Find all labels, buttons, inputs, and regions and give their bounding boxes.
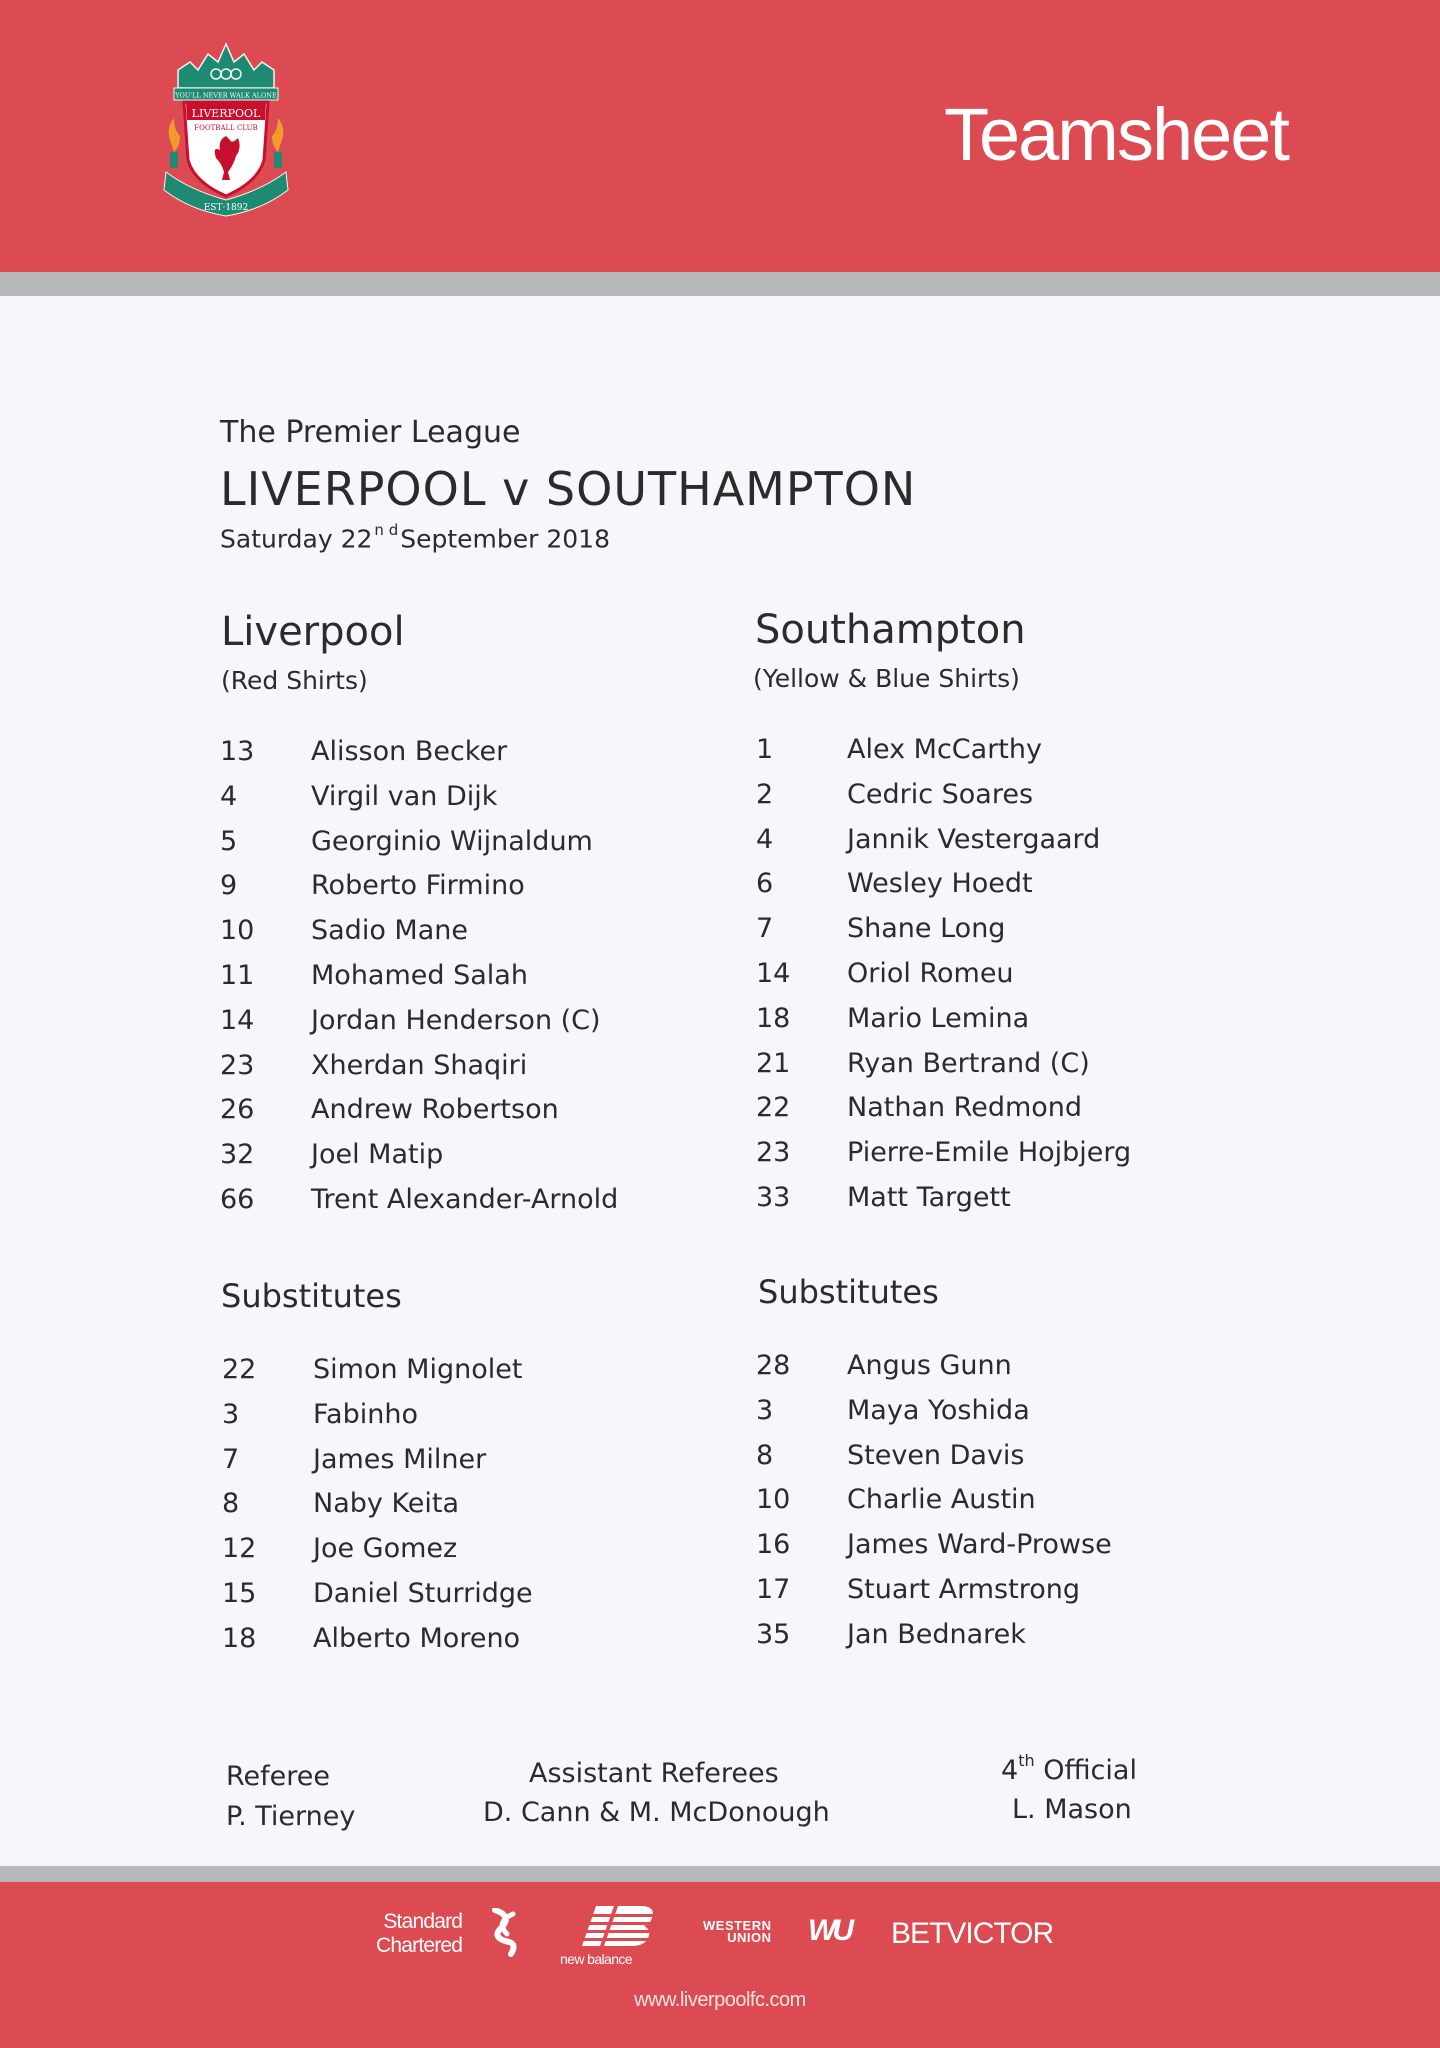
match-date [220, 521, 610, 554]
player-row [220, 820, 700, 865]
shirt-number: 17 [756, 1573, 791, 1605]
player-name: Sadio Mane [311, 915, 468, 947]
date-rest: September 2018 [400, 524, 610, 554]
player-row [756, 1086, 1236, 1131]
shirt-number: 22 [756, 1092, 791, 1124]
player-name: Jan Bednarek [847, 1618, 1026, 1650]
shirt-number: 1 [756, 734, 774, 765]
player-row [756, 1042, 1236, 1087]
home-team-name: Liverpool [221, 609, 405, 655]
player-row [756, 1523, 1236, 1568]
away-starting-list [756, 728, 1236, 1221]
shirt-number: 14 [220, 1004, 255, 1036]
player-name: Ryan Bertrand (C) [847, 1047, 1090, 1079]
svg-text:EST·1892: EST·1892 [203, 203, 249, 213]
shirt-number: 4 [220, 780, 238, 812]
fourth-official-name: L. Mason [1012, 1794, 1132, 1825]
shirt-number: 10 [220, 915, 255, 947]
fourth-label-num: 4 [1001, 1755, 1019, 1786]
shirt-number: 35 [756, 1618, 791, 1650]
player-row [756, 773, 1236, 818]
footer-divider [0, 1866, 1440, 1882]
player-name: Nathan Redmond [847, 1092, 1083, 1124]
player-name: James Milner [313, 1443, 487, 1475]
player-row [220, 1088, 700, 1133]
liverpool-crest-icon [160, 40, 292, 218]
player-name: Cedric Soares [847, 778, 1034, 810]
fourth-label-rest: Official [1034, 1755, 1137, 1786]
shirt-number: 3 [756, 1394, 774, 1426]
player-row [756, 1131, 1236, 1176]
shirt-number: 7 [756, 913, 774, 945]
shirt-number: 2 [756, 778, 774, 810]
player-name: Naby Keita [313, 1488, 460, 1520]
away-team-shirts: (Yellow & Blue Shirts) [753, 664, 1020, 693]
player-name: Virgil van Dijk [311, 780, 498, 812]
shirt-number: 10 [756, 1484, 791, 1516]
fourth-official-label [1001, 1751, 1137, 1786]
player-row [756, 1176, 1236, 1221]
shirt-number: 23 [756, 1137, 791, 1169]
away-subs-list [756, 1344, 1236, 1658]
shirt-number: 33 [756, 1181, 791, 1213]
page-title: Teamsheet [944, 93, 1288, 176]
player-row [220, 1044, 700, 1089]
player-row [756, 1344, 1236, 1389]
player-name: Matt Targett [847, 1181, 1011, 1213]
player-row [756, 1389, 1236, 1434]
player-row [220, 1178, 700, 1223]
date-ordinal: n d [374, 521, 399, 539]
player-row [220, 730, 700, 775]
shirt-number: 5 [220, 825, 238, 857]
svg-text:FOOTBALL CLUB: FOOTBALL CLUB [194, 124, 258, 132]
player-row [756, 1613, 1236, 1658]
player-row [756, 952, 1236, 997]
new-balance-text: new balance [560, 1951, 633, 1967]
player-row [222, 1527, 702, 1572]
standard-chartered-icon [487, 1908, 521, 1958]
shirt-number: 23 [220, 1049, 255, 1081]
player-row [756, 1434, 1236, 1479]
player-name: Roberto Firmino [311, 870, 525, 902]
fourth-label-sup: th [1018, 1751, 1035, 1770]
footer-band [0, 1882, 1440, 2048]
shirt-number: 26 [220, 1094, 255, 1126]
away-subs-title: Substitutes [758, 1273, 939, 1311]
shirt-number: 15 [222, 1577, 257, 1609]
player-row [222, 1572, 702, 1617]
header-divider [0, 272, 1440, 296]
player-name: Andrew Robertson [311, 1094, 559, 1126]
shirt-number: 4 [756, 823, 774, 855]
shirt-number: 11 [220, 959, 255, 991]
shirt-number: 8 [222, 1488, 240, 1520]
referee-label: Referee [226, 1761, 331, 1792]
player-row [222, 1393, 702, 1438]
shirt-number: 66 [220, 1183, 255, 1215]
player-name: Jordan Henderson (C) [311, 1004, 601, 1036]
shirt-number: 9 [220, 870, 238, 902]
shirt-number: 18 [756, 1002, 791, 1034]
sponsor-betvictor: BETVICTOR [891, 1917, 1054, 1950]
svg-text:LIVERPOOL: LIVERPOOL [191, 107, 261, 120]
sponsor-standard-chartered [376, 1910, 462, 1958]
player-name: Charlie Austin [847, 1484, 1036, 1516]
player-name: Daniel Sturridge [313, 1577, 533, 1609]
player-row [222, 1438, 702, 1483]
new-balance-icon [574, 1904, 658, 1952]
shirt-number: 3 [222, 1398, 240, 1430]
player-row [220, 775, 700, 820]
player-row [222, 1482, 702, 1527]
competition-name: The Premier League [220, 415, 521, 450]
player-row [756, 1478, 1236, 1523]
player-row [222, 1617, 702, 1662]
player-row [756, 1568, 1236, 1613]
player-name: Mohamed Salah [311, 959, 528, 991]
player-name: Alisson Becker [311, 736, 508, 767]
player-name: Steven Davis [847, 1439, 1025, 1471]
player-name: Maya Yoshida [847, 1394, 1030, 1426]
player-row [756, 728, 1236, 773]
player-row [220, 999, 700, 1044]
shirt-number: 32 [220, 1139, 255, 1171]
home-subs-title: Substitutes [221, 1277, 402, 1315]
svg-text:YOU'LL NEVER WALK ALONE: YOU'LL NEVER WALK ALONE [175, 91, 277, 100]
shirt-number: 18 [222, 1622, 257, 1654]
home-starting-list [220, 730, 700, 1223]
player-name: Trent Alexander-Arnold [311, 1183, 619, 1215]
sponsor-western-union [703, 1920, 772, 1944]
shirt-number: 7 [222, 1443, 240, 1475]
assistant-referees-names: D. Cann & M. McDonough [483, 1797, 830, 1828]
player-name: Shane Long [847, 913, 1006, 945]
player-name: Alex McCarthy [847, 734, 1042, 765]
shirt-number: 14 [756, 957, 791, 989]
player-name: Pierre-Emile Hojbjerg [847, 1137, 1132, 1169]
player-row [220, 864, 700, 909]
shirt-number: 6 [756, 868, 774, 900]
player-name: Fabinho [313, 1398, 418, 1430]
player-name: Stuart Armstrong [847, 1573, 1080, 1605]
away-team-name: Southampton [755, 607, 1026, 653]
western-union-line2: UNION [727, 1930, 772, 1945]
shirt-number: 8 [756, 1439, 774, 1471]
website-link[interactable]: www.liverpoolfc.com [634, 1989, 806, 2011]
home-team-shirts: (Red Shirts) [221, 666, 368, 695]
player-name: Simon Mignolet [313, 1354, 523, 1385]
western-union-logo: WU [808, 1914, 850, 1947]
standard-chartered-line1: Standard [383, 1910, 463, 1933]
shirt-number: 16 [756, 1529, 791, 1561]
date-prefix: Saturday 22 [220, 524, 373, 554]
player-name: Jannik Vestergaard [847, 823, 1101, 855]
referee-name: P. Tierney [226, 1801, 356, 1832]
shirt-number: 21 [756, 1047, 791, 1079]
player-name: Joe Gomez [313, 1533, 458, 1565]
fixture-title: LIVERPOOL v SOUTHAMPTON [220, 462, 917, 516]
assistant-referees-label: Assistant Referees [529, 1758, 779, 1789]
player-row [756, 818, 1236, 863]
player-name: Georginio Wijnaldum [311, 825, 593, 857]
player-row [756, 862, 1236, 907]
player-name: Alberto Moreno [313, 1622, 521, 1654]
western-union-line1: WESTERN [703, 1918, 772, 1933]
player-row [220, 909, 700, 954]
player-name: Angus Gunn [847, 1350, 1012, 1381]
shirt-number: 28 [756, 1350, 791, 1381]
standard-chartered-line2: Chartered [376, 1934, 463, 1957]
player-name: Oriol Romeu [847, 957, 1014, 989]
player-name: Mario Lemina [847, 1002, 1030, 1034]
player-row [756, 907, 1236, 952]
player-name: Xherdan Shaqiri [311, 1049, 528, 1081]
player-row [220, 954, 700, 999]
home-subs-list [222, 1348, 702, 1662]
player-row [222, 1348, 702, 1393]
shirt-number: 13 [220, 736, 255, 767]
shirt-number: 22 [222, 1354, 257, 1385]
shirt-number: 12 [222, 1533, 257, 1565]
player-name: Joel Matip [311, 1139, 444, 1171]
player-row [756, 997, 1236, 1042]
player-name: James Ward-Prowse [847, 1529, 1112, 1561]
player-row [220, 1133, 700, 1178]
player-name: Wesley Hoedt [847, 868, 1033, 900]
